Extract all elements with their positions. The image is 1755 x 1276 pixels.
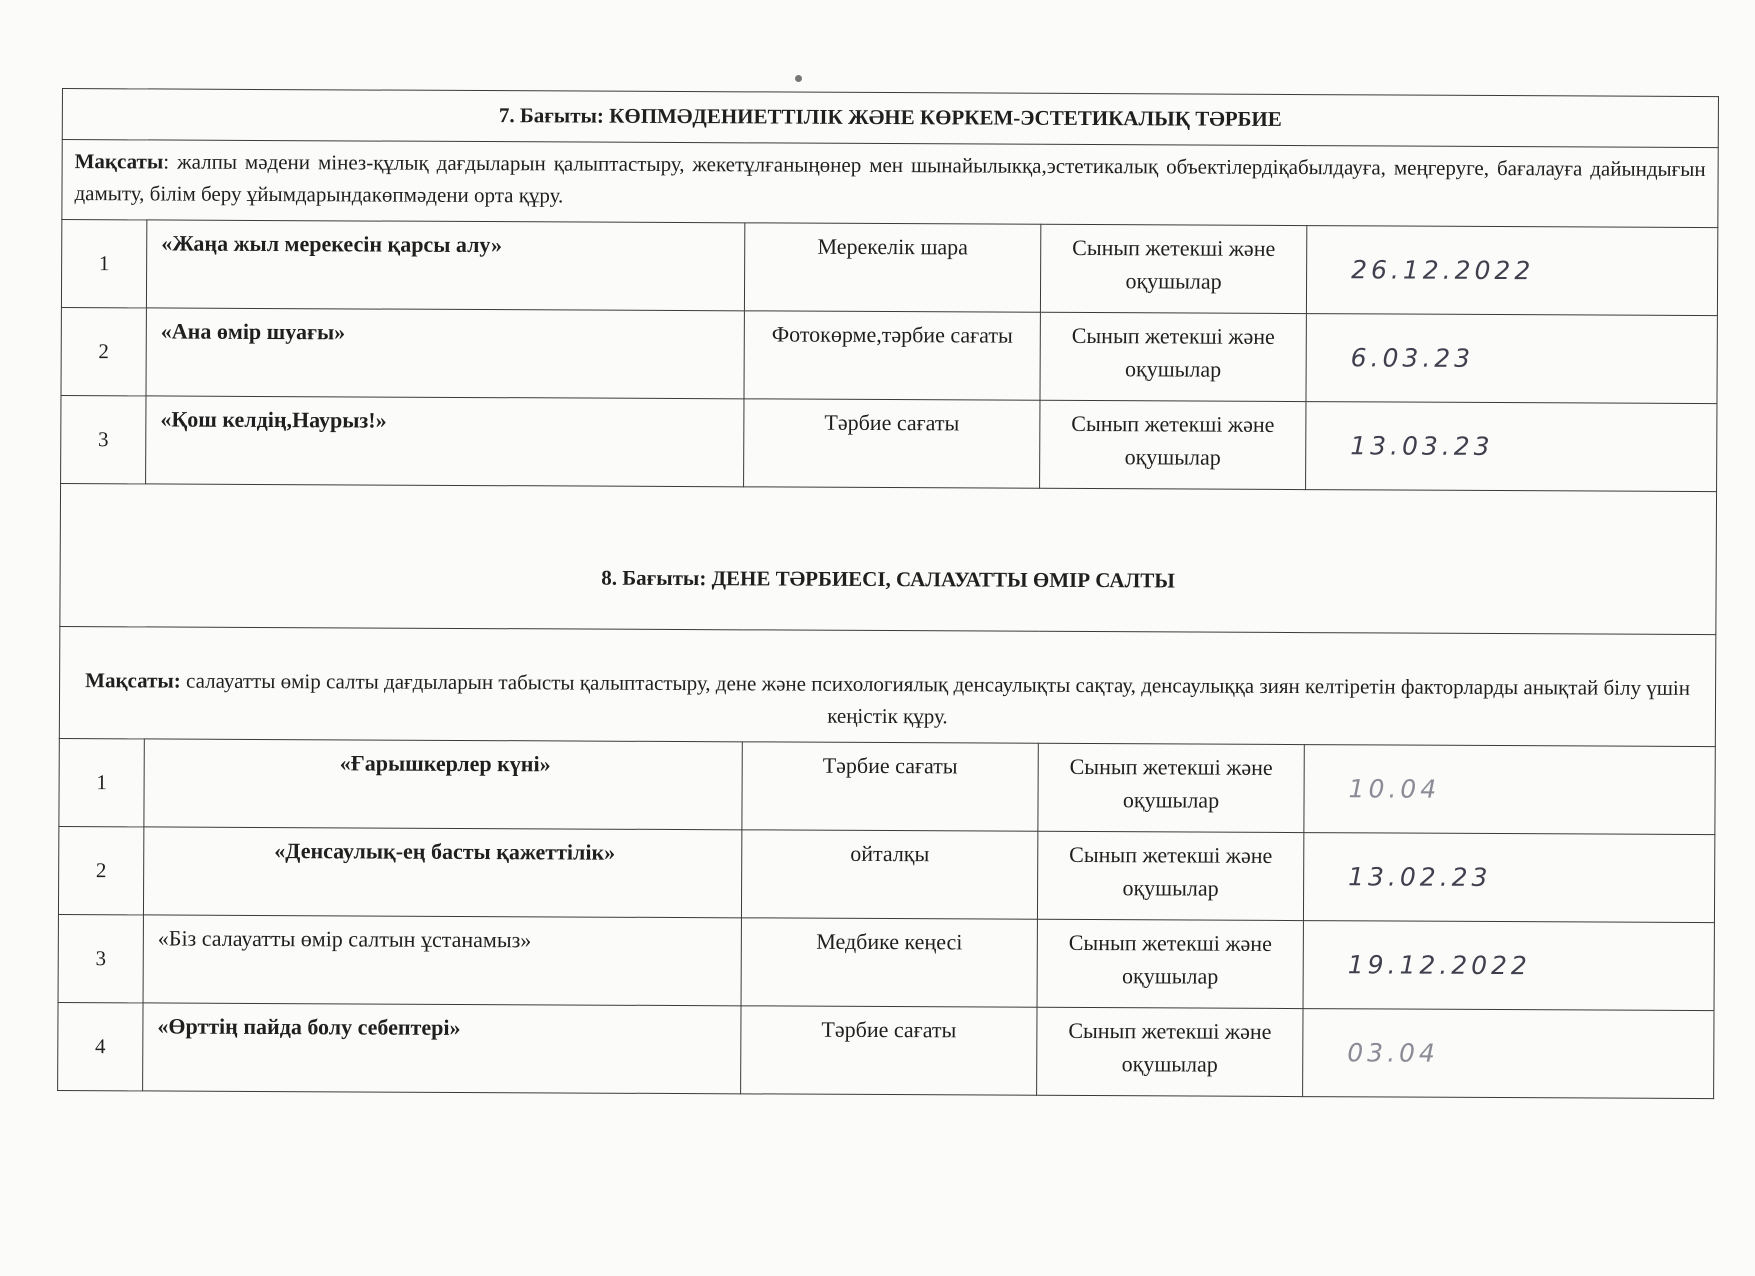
responsible: Сынып жетекші және оқушылар (1037, 831, 1303, 920)
table-row (58, 1002, 1714, 1098)
plan-table (57, 88, 1719, 1099)
table-row (61, 395, 1717, 491)
table-row (59, 738, 1715, 834)
event-title: «Жаңа жыл мерекесін қарсы алу» (146, 220, 744, 311)
event-form: Тәрбие сағаты (742, 742, 1038, 831)
event-form: Мерекелік шара (744, 223, 1040, 312)
responsible: Сынып жетекші және оқушылар (1037, 1007, 1303, 1096)
event-form: ойталқы (741, 830, 1037, 919)
event-form: Медбике кеңесі (741, 918, 1037, 1007)
row-number: 1 (59, 738, 144, 826)
event-title: «Қош келдің,Наурыз!» (146, 396, 744, 487)
responsible: Сынып жетекші және оқушылар (1040, 312, 1306, 401)
handwritten-date: 10.04 (1304, 745, 1715, 835)
handwritten-date: 19.12.2022 (1303, 921, 1714, 1011)
responsible: Сынып жетекші және оқушылар (1040, 400, 1306, 489)
responsible: Сынып жетекші және оқушылар (1037, 919, 1303, 1008)
section7-heading: 7. Бағыты: КӨПМӘДЕНИЕТТІЛІК ЖӘНЕ КӨРКЕМ-ЭСТЕТИКАЛЫҚ ТӘРБИЕ (62, 89, 1718, 148)
section7-goal-text: : жалпы мәдени мінез-құлық дағдыларын қалыптастыру, жекетұлғаныңөнер мен шынайылыкқа,эстетикалық объектілердіқабылдауға, меңгеруге, бағалауға дайындығын дамыту, білім беру ұйымдарындакөпмәдени орта құру. (74, 149, 1706, 207)
section7-goal (62, 140, 1718, 228)
handwritten-date: 03.04 (1303, 1009, 1714, 1099)
section7-goal-label: Мақсаты (74, 149, 164, 174)
scan-speck (795, 75, 802, 82)
section8-heading: 8. Бағыты: ДЕНЕ ТӘРБИЕСІ, САЛАУАТТЫ ӨМІР САЛТЫ (60, 483, 1717, 634)
table-row (61, 220, 1717, 316)
handwritten-date: 13.03.23 (1306, 402, 1717, 492)
event-title: «Денсаулық-ең басты қажеттілік» (143, 827, 741, 918)
section8-goal (59, 626, 1716, 746)
handwritten-date: 26.12.2022 (1306, 226, 1717, 316)
event-form: Тәрбие сағаты (744, 399, 1040, 488)
responsible: Сынып жетекші және оқушылар (1040, 224, 1306, 313)
row-number: 4 (58, 1002, 143, 1090)
responsible: Сынып жетекші және оқушылар (1038, 743, 1304, 832)
table-row (58, 914, 1714, 1010)
event-title: «Біз салауатты өмір салтын ұстанамыз» (143, 915, 741, 1006)
event-form: Фотокөрме,тәрбие сағаты (744, 311, 1040, 400)
section8-goal-text: салауатты өмір салты дағдыларын табысты қалыптастыру, дене және психологиялық денсаулықты сақтау, денсаулыққа зиян келтіретін факторларды анықтай білу үшін кеңістік құру. (180, 668, 1691, 728)
handwritten-date: 13.02.23 (1303, 833, 1714, 923)
event-title: «Өрттің пайда болу себептері» (143, 1003, 741, 1094)
row-number: 2 (61, 307, 146, 395)
event-title: «Ана өмір шуағы» (146, 308, 744, 399)
handwritten-date: 6.03.23 (1306, 314, 1717, 404)
table-row (61, 307, 1717, 403)
document-sheet (57, 88, 1718, 1099)
row-number: 3 (61, 395, 146, 483)
event-form: Тәрбие сағаты (741, 1006, 1037, 1095)
row-number: 3 (58, 914, 143, 1002)
table-row (58, 826, 1714, 922)
section8-goal-label: Мақсаты: (85, 668, 181, 693)
row-number: 1 (61, 220, 146, 308)
row-number: 2 (58, 826, 143, 914)
event-title: «Ғарышкерлер күні» (144, 739, 742, 830)
